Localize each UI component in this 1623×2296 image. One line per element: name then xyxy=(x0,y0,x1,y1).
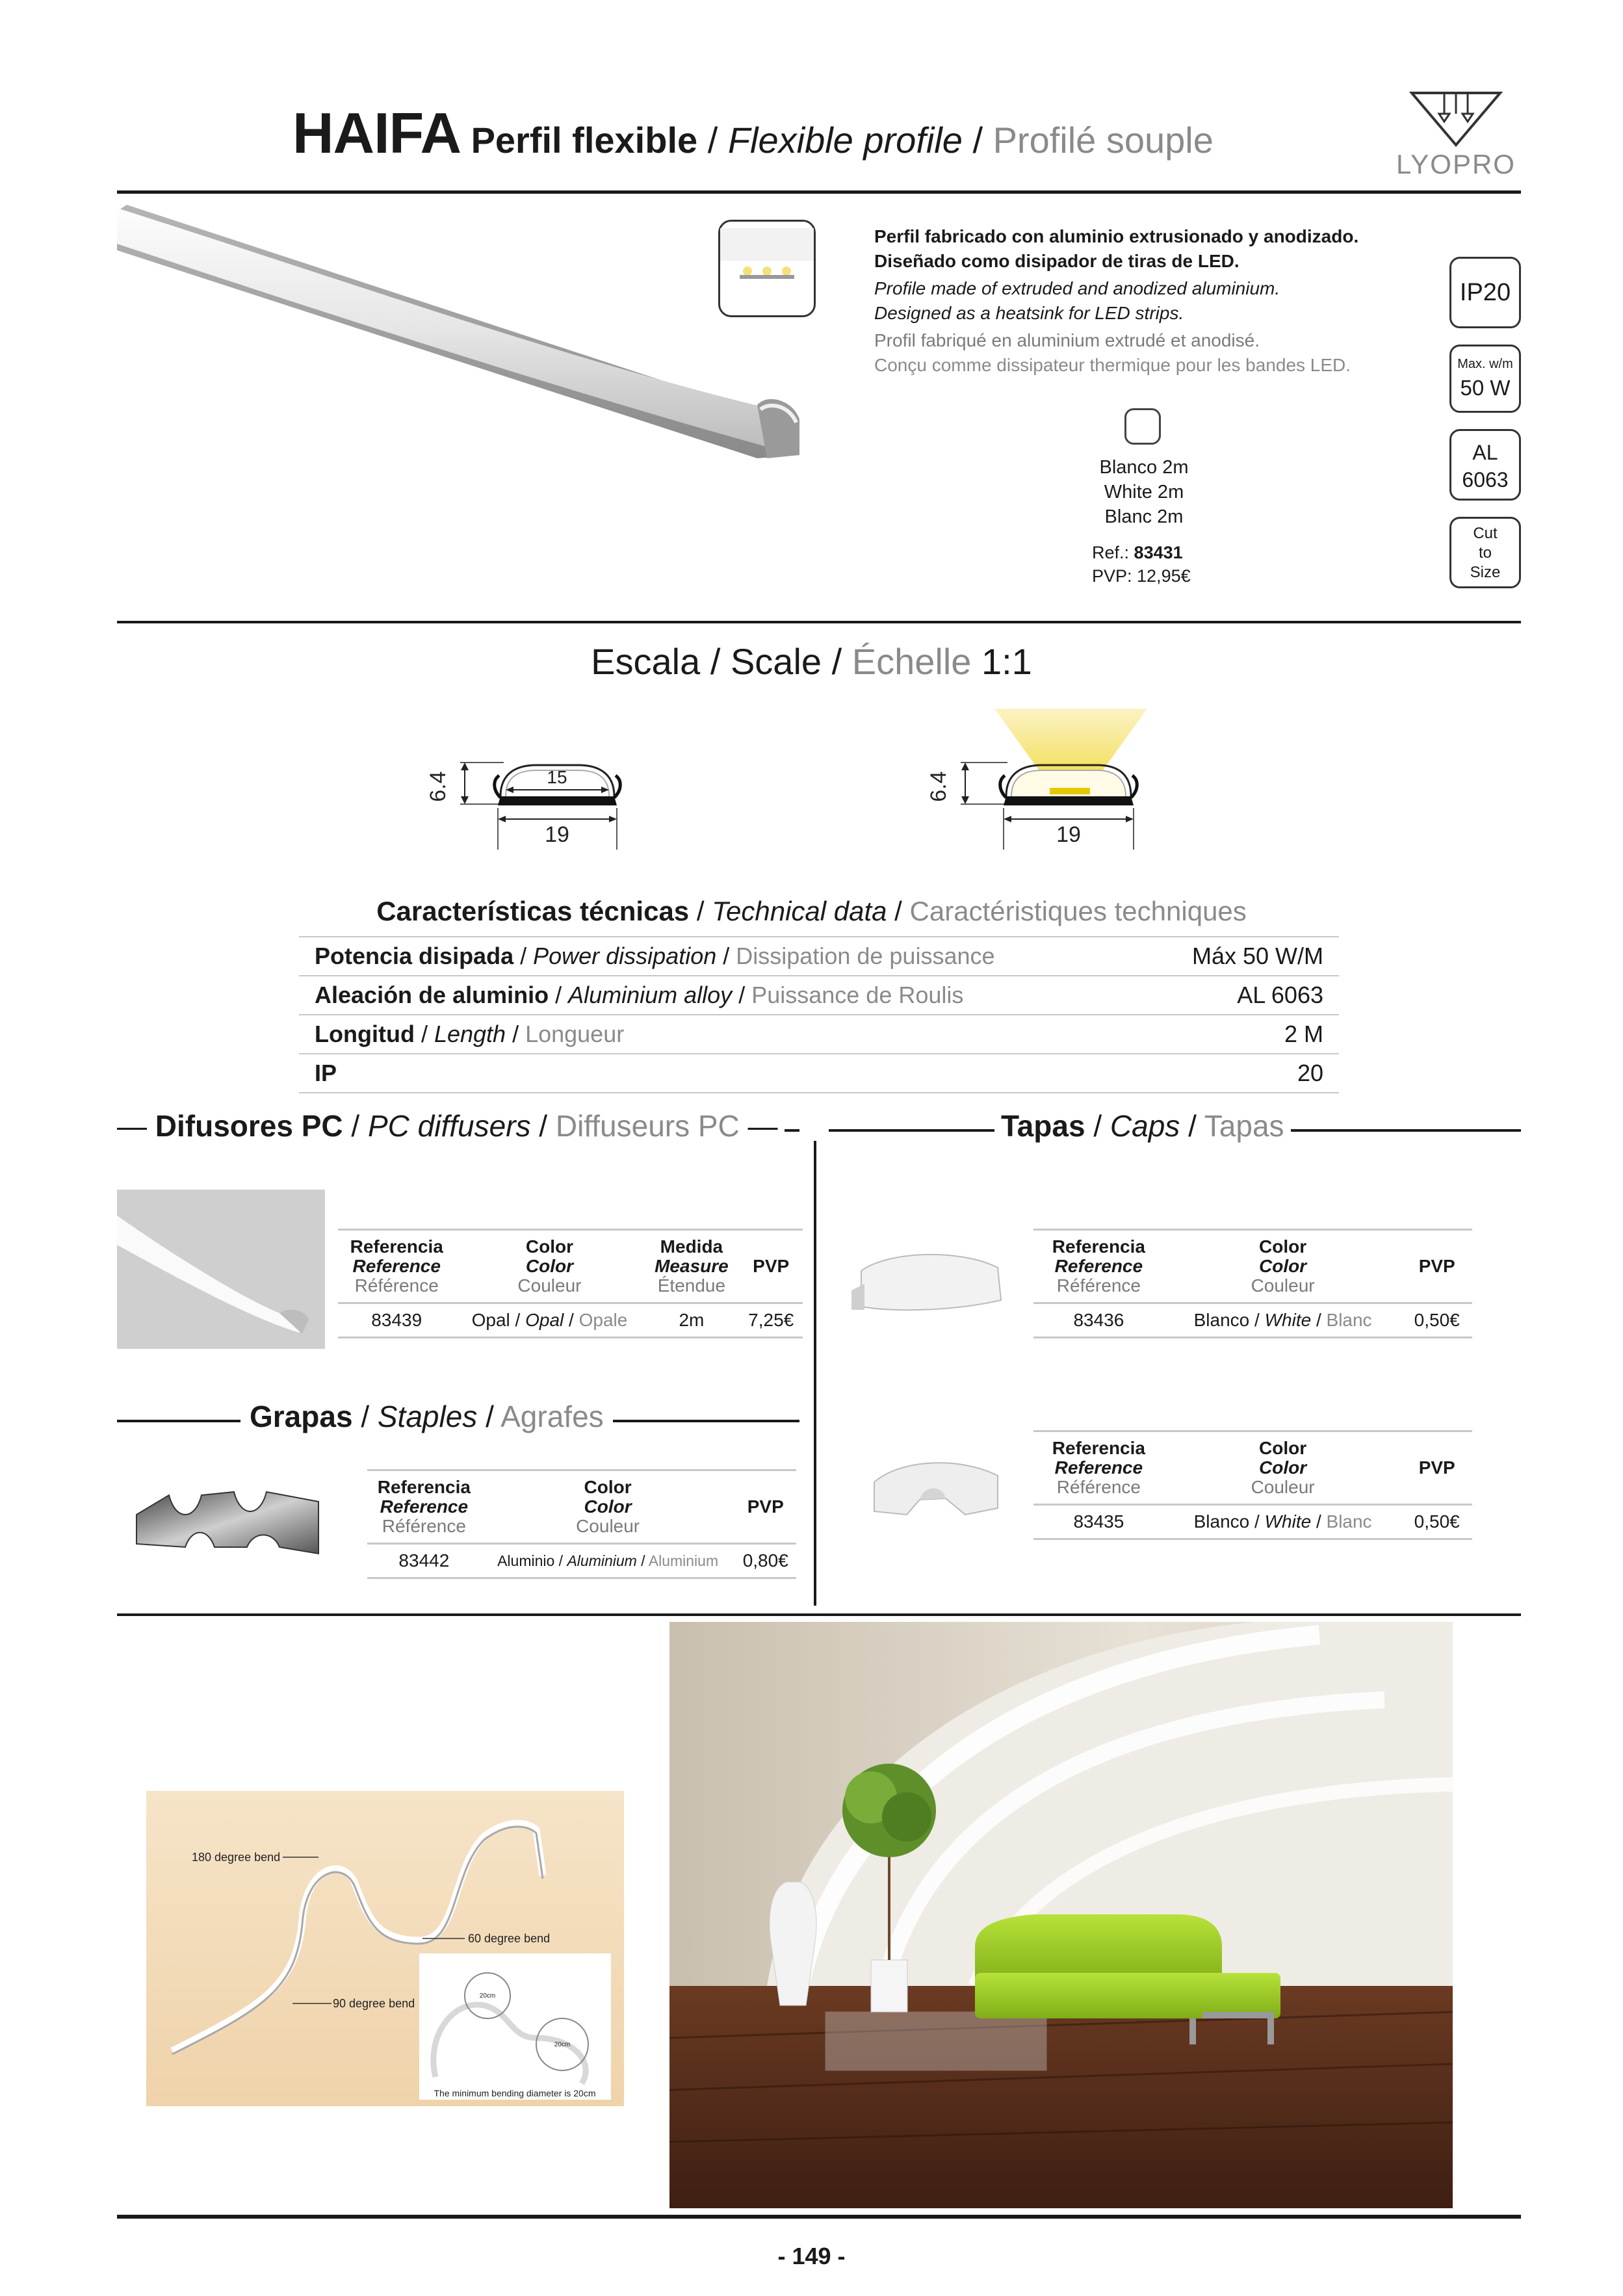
col-pvp: PVP xyxy=(1401,1230,1472,1303)
led-strip-icon xyxy=(718,220,816,317)
tech-label-en: Length xyxy=(434,1021,506,1047)
cell-color: Blanco / White / Blanc xyxy=(1164,1303,1402,1338)
cell-pvp: 0,50€ xyxy=(1401,1505,1472,1539)
col-color-es: Color xyxy=(1259,1236,1307,1257)
end-cap-photo xyxy=(848,1245,1011,1323)
variant-fr: Blanc 2m xyxy=(1104,506,1184,527)
column-divider xyxy=(814,1141,816,1606)
desc-fr-2: Conçu comme dissipateur thermique pour les bandes LED. xyxy=(874,355,1351,375)
col-ref-es: Referencia xyxy=(1052,1438,1145,1458)
cut-line-3: Size xyxy=(1470,564,1501,581)
cut-line-2: to xyxy=(1478,544,1492,562)
alloy-badge xyxy=(1449,429,1521,501)
tech-data-title: Características técnicas / Technical data / Caractéristiques techniques xyxy=(376,896,1247,926)
title-brand: HAIFA xyxy=(292,101,461,165)
tech-value: 20 xyxy=(1145,1054,1339,1093)
logo-text: LYOPRO xyxy=(1396,149,1516,179)
col-pvp: PVP xyxy=(735,1470,797,1544)
table-row: Longitud / Length / Longueur 2 M xyxy=(299,1015,1339,1054)
staples-title-fr: Agrafes xyxy=(500,1400,604,1433)
caps-heading: Tapas / Caps / Tapas xyxy=(994,1108,1291,1143)
profile-drawing-diffuser xyxy=(416,699,656,855)
cell-color-es: Aluminio xyxy=(497,1552,555,1569)
tech-label-es: IP xyxy=(315,1060,337,1086)
drawing2-width-label: 19 xyxy=(1056,822,1081,847)
variant-name xyxy=(1040,455,1248,529)
cell-color-fr: Blanc xyxy=(1326,1310,1372,1330)
max-watt-label: Max. w/m xyxy=(1457,357,1513,371)
col-color-fr: Couleur xyxy=(1251,1477,1315,1497)
diffusers-title-es: Difusores PC xyxy=(155,1109,343,1143)
col-color-en: Color xyxy=(525,1256,573,1276)
interior-photo xyxy=(669,1622,1453,2208)
diffusers-heading: — Difusores PC / PC diffusers / Diffuseurs PC — xyxy=(117,1108,785,1143)
product-description xyxy=(874,224,1420,378)
cell-color-en: White xyxy=(1264,1511,1312,1532)
alloy-line-2: 6063 xyxy=(1462,468,1509,491)
cell-color: Blanco / White / Blanc xyxy=(1164,1505,1402,1539)
col-ref-es: Referencia xyxy=(350,1236,443,1257)
staples-table xyxy=(367,1469,796,1579)
col-measure-en: Measure xyxy=(655,1256,729,1276)
table-row xyxy=(367,1544,796,1578)
tech-value: 2 M xyxy=(1145,1015,1339,1054)
profile-product-photo xyxy=(117,198,799,478)
ref-label: Ref.: xyxy=(1092,543,1130,562)
cell-pvp: 0,50€ xyxy=(1401,1303,1472,1338)
col-ref-es: Referencia xyxy=(1052,1236,1145,1257)
cell-color-en: White xyxy=(1264,1310,1312,1330)
col-ref-en: Reference xyxy=(352,1256,441,1276)
desc-fr-1: Profil fabriqué en aluminium extrudé et anodisé. xyxy=(874,330,1260,350)
tech-label-es: Potencia disipada xyxy=(315,943,514,969)
cell-ref: 83439 xyxy=(338,1303,455,1338)
col-color-en: Color xyxy=(1259,1457,1307,1478)
staple-photo xyxy=(130,1482,331,1567)
desc-es-2: Diseñado como disipador de tiras de LED. xyxy=(874,251,1240,271)
tech-title-es: Características técnicas xyxy=(376,896,690,926)
cut-line-1: Cut xyxy=(1473,525,1498,542)
max-watt-badge xyxy=(1449,345,1521,413)
title-en: Flexible profile xyxy=(727,120,963,161)
ref-value: 83431 xyxy=(1134,543,1183,562)
diffuser-photo xyxy=(117,1190,325,1349)
scale-fr: Échelle xyxy=(851,641,972,682)
drawing1-height-label: 6.4 xyxy=(426,771,450,802)
col-ref-es: Referencia xyxy=(377,1477,471,1497)
section-rule xyxy=(117,621,1521,623)
cell-color-es: Blanco xyxy=(1193,1310,1250,1330)
drawing2-height-label: 6.4 xyxy=(926,771,951,802)
tech-label-fr: Puissance de Roulis xyxy=(751,982,964,1008)
tech-label-en: Aluminium alloy xyxy=(568,982,733,1008)
tech-label-en: Power dissipation xyxy=(533,943,717,969)
bend-180-label: 180 degree bend xyxy=(192,1851,281,1864)
col-color-en: Color xyxy=(1259,1256,1307,1276)
desc-en-1: Profile made of extruded and anodized aluminium. xyxy=(874,278,1280,298)
caps-title-es: Tapas xyxy=(1001,1109,1085,1143)
col-measure-fr: Étendue xyxy=(657,1275,726,1296)
bending-diagram xyxy=(146,1791,624,2106)
staples-title-es: Grapas xyxy=(250,1400,353,1433)
col-ref-en: Reference xyxy=(380,1496,469,1517)
cell-color-en: Opal xyxy=(525,1310,564,1330)
tech-data-table xyxy=(299,936,1339,1093)
tech-value: AL 6063 xyxy=(1145,976,1339,1015)
col-ref-fr: Référence xyxy=(1056,1275,1141,1296)
table-header-row xyxy=(1033,1431,1472,1505)
cell-color-es: Blanco xyxy=(1193,1511,1250,1532)
end-cap-open-photo xyxy=(848,1446,1011,1531)
diffusers-table xyxy=(338,1229,803,1338)
footer-rule xyxy=(117,2215,1521,2219)
bend-min-diameter-note: The minimum bending diameter is 20cm xyxy=(434,2088,596,2098)
table-row xyxy=(299,1054,1339,1093)
cell-ref: 83435 xyxy=(1033,1505,1164,1539)
alloy-line-1: AL xyxy=(1472,441,1498,464)
col-ref-fr: Référence xyxy=(382,1516,466,1536)
ip-rating-badge: IP20 xyxy=(1449,257,1521,328)
desc-en-2: Designed as a heatsink for LED strips. xyxy=(874,303,1184,323)
variant-en: White 2m xyxy=(1104,482,1184,502)
tech-title-fr: Caractéristiques techniques xyxy=(909,896,1247,926)
table-row xyxy=(1033,1303,1472,1338)
col-color-fr: Couleur xyxy=(576,1516,640,1536)
cell-pvp: 7,25€ xyxy=(739,1303,803,1338)
tech-value: Máx 50 W/M xyxy=(1145,937,1339,976)
col-pvp: PVP xyxy=(1401,1431,1472,1505)
cell-ref: 83436 xyxy=(1033,1303,1164,1338)
col-pvp: PVP xyxy=(739,1230,803,1303)
col-color-es: Color xyxy=(525,1236,573,1257)
table-header-row xyxy=(1033,1230,1472,1303)
drawing1-inner-width-label: 15 xyxy=(547,767,567,787)
tech-label-fr: Dissipation de puissance xyxy=(736,943,995,969)
bend-60-label: 60 degree bend xyxy=(468,1932,551,1945)
scale-title: Escala / Scale / Échelle 1:1 xyxy=(591,641,1032,682)
bend-diameter-1: 20cm xyxy=(479,1992,496,2000)
diffusers-title-fr: Diffuseurs PC xyxy=(555,1109,740,1143)
page-number: - 149 - xyxy=(777,2243,846,2269)
header-rule xyxy=(117,190,1521,194)
cell-color-es: Opal xyxy=(471,1310,510,1330)
scale-ratio: 1:1 xyxy=(981,641,1032,682)
staples-heading: Grapas / Staples / Agrafes xyxy=(240,1399,613,1434)
col-color-es: Color xyxy=(1259,1438,1307,1458)
cell-pvp: 0,80€ xyxy=(735,1544,797,1578)
title-es: Perfil flexible xyxy=(471,120,698,161)
tech-label-es: Aleación de aluminio xyxy=(315,982,549,1008)
title-fr: Profilé souple xyxy=(993,120,1214,161)
caps-title-en: Caps xyxy=(1110,1109,1180,1143)
title-sep-2: / xyxy=(972,120,983,161)
color-swatch-white xyxy=(1124,408,1161,445)
reference-block xyxy=(1092,541,1191,588)
cell-color-en: Aluminium xyxy=(567,1552,637,1569)
cut-to-size-badge xyxy=(1449,517,1521,588)
profile-drawing-led xyxy=(916,709,1176,858)
pvp-price: PVP: 12,95€ xyxy=(1092,566,1191,586)
cell-color-fr: Opale xyxy=(578,1310,628,1330)
variant-es: Blanco 2m xyxy=(1099,457,1189,478)
title-sep-1: / xyxy=(707,120,718,161)
cell-color-fr: Blanc xyxy=(1326,1511,1372,1532)
tech-title-en: Technical data xyxy=(712,896,887,926)
cell-ref: 83442 xyxy=(367,1544,481,1578)
cell-color-fr: Aluminium xyxy=(648,1552,719,1569)
scale-es: Escala xyxy=(591,641,701,682)
table-row: Aleación de aluminio / Aluminium alloy / Puissance de Roulis AL 6063 xyxy=(299,976,1339,1015)
table-header-row xyxy=(367,1470,796,1544)
caps-table-2 xyxy=(1033,1430,1472,1540)
col-measure-es: Medida xyxy=(660,1236,723,1257)
drawing1-width-label: 19 xyxy=(545,822,569,847)
bottom-section-rule xyxy=(117,1613,1521,1616)
desc-es-1: Perfil fabricado con aluminio extrusionado y anodizado. xyxy=(874,226,1359,246)
max-watt-value: 50 W xyxy=(1460,376,1511,400)
cell-measure: 2m xyxy=(643,1303,739,1338)
col-color-es: Color xyxy=(584,1477,632,1497)
tech-label-es: Longitud xyxy=(315,1021,415,1047)
col-color-fr: Couleur xyxy=(517,1275,582,1296)
col-color-fr: Couleur xyxy=(1251,1275,1315,1296)
col-ref-fr: Référence xyxy=(354,1275,439,1296)
col-ref-fr: Référence xyxy=(1056,1477,1141,1497)
table-row xyxy=(338,1303,803,1338)
bend-90-label: 90 degree bend xyxy=(333,1997,415,2010)
col-ref-en: Reference xyxy=(1054,1457,1143,1478)
scale-en: Scale xyxy=(730,641,822,682)
diffusers-title-en: PC diffusers xyxy=(367,1109,531,1143)
cell-color: Aluminio / Aluminium / Aluminium xyxy=(481,1544,735,1578)
col-color-en: Color xyxy=(584,1496,632,1517)
tech-label-fr: Longueur xyxy=(525,1021,625,1047)
table-header-row xyxy=(338,1230,803,1303)
bend-diameter-2: 20cm xyxy=(554,2041,571,2048)
caps-title-fr: Tapas xyxy=(1204,1109,1284,1143)
page-title xyxy=(292,101,1214,165)
staples-title-en: Staples xyxy=(377,1400,478,1433)
col-ref-en: Reference xyxy=(1054,1256,1143,1276)
table-row xyxy=(1033,1505,1472,1539)
logo-triangle-icon xyxy=(1391,88,1521,150)
cell-color: Opal / Opal / Opale xyxy=(455,1303,643,1338)
brand-logo xyxy=(1391,88,1521,185)
table-row: Potencia disipada / Power dissipation / Dissipation de puissance Máx 50 W/M xyxy=(299,937,1339,976)
caps-table-1 xyxy=(1033,1229,1472,1338)
